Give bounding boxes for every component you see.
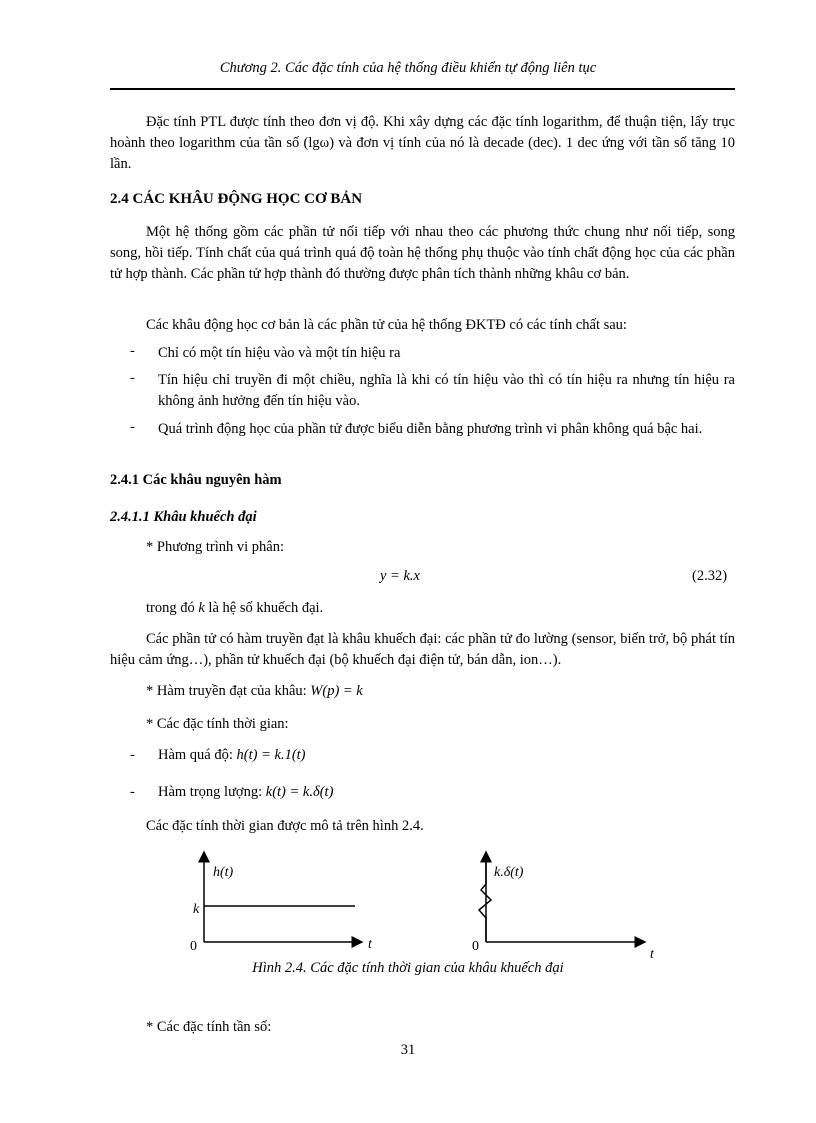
time-label: * Các đặc tính thời gian: [146, 716, 289, 732]
bullet-dash: - [130, 343, 135, 359]
left-x-label: t [368, 937, 372, 952]
right-origin-label: 0 [472, 939, 479, 954]
right-x-label: t [650, 947, 654, 962]
bullet-item: Tín hiệu chỉ truyền đi một chiều, nghĩa là khi có tín hiệu vào thì có tín hiệu ra nhưng tín hiệu ra không ảnh hưởng đến tín hiệu vào. [158, 372, 735, 409]
right-y-label: k.δ(t) [494, 865, 524, 880]
section-paragraph-1: Một hệ thống gồm các phần tử nối tiếp với nhau theo các phương thức chung như nối tiếp, song song, hồi tiếp. Tính chất của quá trình quá độ toàn hệ thống phụ thuộc vào tính chất động học của các phần tử hợp thành. Các phần tử hợp thành đó thường được phân tích thành những khâu cơ bản. [110, 224, 735, 282]
equation-number: (2.32) [692, 568, 728, 584]
impulse-label: Hàm trọng lượng: [158, 784, 263, 800]
left-origin-label: 0 [190, 939, 197, 954]
where-var: k [198, 600, 205, 616]
bullet-item: Chỉ có một tín hiệu vào và một tín hiệu ra [158, 345, 401, 361]
where-prefix: trong đó [146, 600, 195, 616]
diff-eq-label: * Phương trình vi phân: [146, 539, 284, 555]
section-paragraph-2: Các khâu động học cơ bản là các phần tử của hệ thống ĐKTĐ có các tính chất sau: [146, 317, 627, 333]
equation: y = k.x [380, 568, 420, 584]
where-suffix: là hệ số khuếch đại. [208, 600, 324, 616]
figure-intro: Các đặc tính thời gian được mô tả trên hình 2.4. [146, 818, 424, 834]
bullet-dash: - [130, 370, 135, 386]
step-expr: h(t) = k.1(t) [236, 747, 306, 763]
left-level-label: k [193, 902, 200, 917]
intro-paragraph: Đặc tính PTL được tính theo đơn vị độ. Khi xây dựng các đặc tính logarithm, để thuận tiện, lấy trục hoành theo logarithm của tần số (lgω) và đơn vị tính của nó là decade (dec). 1 dec ứng với tần số tăng 10 lần. [110, 114, 735, 172]
impulse-spike [479, 858, 491, 942]
bullet-dash: - [130, 747, 135, 763]
bullet-dash: - [130, 419, 135, 435]
transfer-label: * Hàm truyền đạt của khâu: [146, 683, 307, 699]
step-label: Hàm quá độ: [158, 747, 233, 763]
figure-caption: Hình 2.4. Các đặc tính thời gian của khâu khuếch đại [252, 960, 564, 976]
freq-label: * Các đặc tính tần số: [146, 1019, 272, 1035]
transfer-expr: W(p) = k [310, 683, 363, 699]
elements-paragraph: Các phần tử có hàm truyền đạt là khâu khuếch đại: các phần tử đo lường (sensor, biến trở, bộ phát tín hiệu cảm ứng…), phần tử khuếch đại (bộ khuếch đại điện tử, bán dẫn, ion…). [110, 631, 735, 668]
left-y-label: h(t) [213, 865, 234, 880]
subsubsection-title: 2.4.1.1 Khâu khuếch đại [110, 509, 257, 525]
page-number: 31 [400, 1042, 416, 1058]
impulse-expr: k(t) = k.δ(t) [265, 784, 334, 800]
subsection-title: 2.4.1 Các khâu nguyên hàm [110, 472, 282, 488]
bullet-dash: - [130, 784, 135, 800]
page-header: Chương 2. Các đặc tính của hệ thống điều khiển tự động liên tục [219, 60, 597, 76]
bullet-item: Quá trình động học của phần tử được biểu diễn bằng phương trình vi phân không quá bậc hai. [158, 421, 703, 437]
section-title: 2.4 CÁC KHÂU ĐỘNG HỌC CƠ BẢN [110, 191, 363, 207]
